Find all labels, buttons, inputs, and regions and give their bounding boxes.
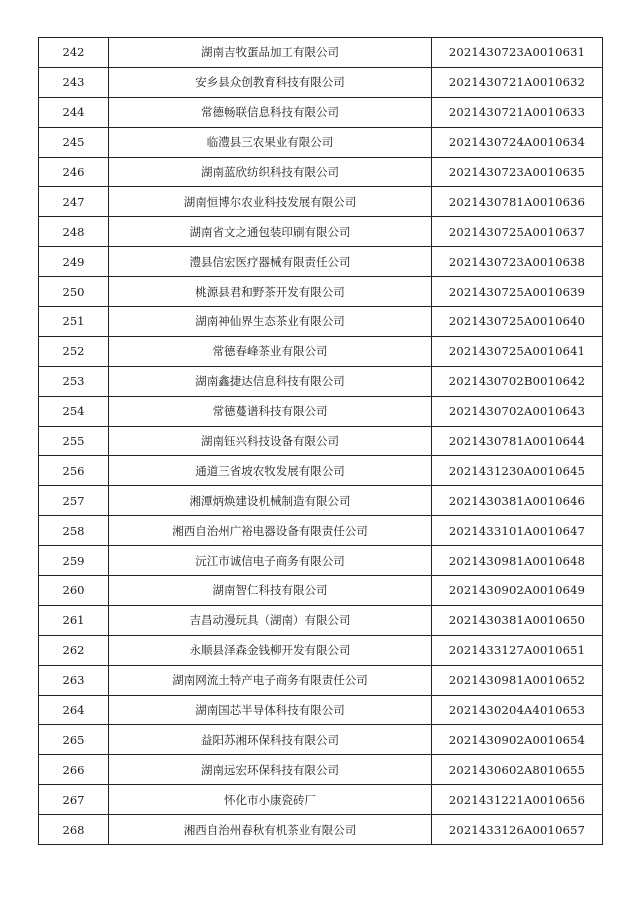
registration-code-cell: 2021430702B0010642 — [432, 366, 603, 396]
company-name-cell: 益阳苏湘环保科技有限公司 — [109, 725, 432, 755]
row-number-cell: 251 — [39, 307, 109, 337]
company-name-cell: 临澧县三农果业有限公司 — [109, 127, 432, 157]
company-name-cell: 澧县信宏医疗器械有限责任公司 — [109, 247, 432, 277]
table-row — [39, 516, 603, 546]
table-row — [39, 217, 603, 247]
registration-code-cell: 2021430721A0010632 — [432, 67, 603, 97]
company-name-cell: 永顺县泽森金钱柳开发有限公司 — [109, 635, 432, 665]
registration-code-cell: 2021430902A0010654 — [432, 725, 603, 755]
registration-code-cell: 2021430702A0010643 — [432, 396, 603, 426]
company-name-cell: 怀化市小康瓷砖厂 — [109, 785, 432, 815]
company-name-cell: 吉昌动漫玩具（湖南）有限公司 — [109, 605, 432, 635]
company-name-cell: 桃源县君和野茶开发有限公司 — [109, 277, 432, 307]
table-row — [39, 486, 603, 516]
registration-code-cell: 2021430781A0010636 — [432, 187, 603, 217]
row-number-cell: 254 — [39, 396, 109, 426]
row-number-cell: 257 — [39, 486, 109, 516]
company-name-cell: 湖南恒博尔农业科技发展有限公司 — [109, 187, 432, 217]
company-name-cell: 常德畅联信息科技有限公司 — [109, 97, 432, 127]
company-name-cell: 湘西自治州广裕电器设备有限责任公司 — [109, 516, 432, 546]
table-row — [39, 546, 603, 576]
registration-code-cell: 2021433127A0010651 — [432, 635, 603, 665]
registration-code-cell: 2021430721A0010633 — [432, 97, 603, 127]
company-name-cell: 常德春峰茶业有限公司 — [109, 336, 432, 366]
registration-code-cell: 2021430723A0010635 — [432, 157, 603, 187]
registration-code-cell: 2021430781A0010644 — [432, 426, 603, 456]
registration-code-cell: 2021430981A0010652 — [432, 665, 603, 695]
row-number-cell: 262 — [39, 635, 109, 665]
registration-code-cell: 2021430724A0010634 — [432, 127, 603, 157]
table-row — [39, 97, 603, 127]
table-row — [39, 605, 603, 635]
company-name-cell: 湖南省文之通包装印刷有限公司 — [109, 217, 432, 247]
row-number-cell: 244 — [39, 97, 109, 127]
registration-code-cell: 2021430723A0010631 — [432, 38, 603, 68]
table-row — [39, 576, 603, 606]
company-name-cell: 湘潭炳焕建设机械制造有限公司 — [109, 486, 432, 516]
table-row — [39, 366, 603, 396]
row-number-cell: 250 — [39, 277, 109, 307]
table-row — [39, 157, 603, 187]
table-row — [39, 307, 603, 337]
table-row — [39, 456, 603, 486]
company-name-cell: 湖南智仁科技有限公司 — [109, 576, 432, 606]
row-number-cell: 255 — [39, 426, 109, 456]
table-row — [39, 67, 603, 97]
registration-code-cell: 2021430902A0010649 — [432, 576, 603, 606]
table-row — [39, 725, 603, 755]
registration-code-cell: 2021430725A0010641 — [432, 336, 603, 366]
row-number-cell: 249 — [39, 247, 109, 277]
company-name-cell: 湖南网流土特产电子商务有限责任公司 — [109, 665, 432, 695]
row-number-cell: 243 — [39, 67, 109, 97]
row-number-cell: 263 — [39, 665, 109, 695]
company-name-cell: 通道三省坡农牧发展有限公司 — [109, 456, 432, 486]
registration-table — [38, 37, 603, 845]
row-number-cell: 252 — [39, 336, 109, 366]
row-number-cell: 268 — [39, 815, 109, 845]
company-name-cell: 湖南远宏环保科技有限公司 — [109, 755, 432, 785]
table-row — [39, 755, 603, 785]
row-number-cell: 261 — [39, 605, 109, 635]
registration-code-cell: 2021430602A8010655 — [432, 755, 603, 785]
company-name-cell: 常德蔓谱科技有限公司 — [109, 396, 432, 426]
registration-code-cell: 2021433126A0010657 — [432, 815, 603, 845]
table-row — [39, 187, 603, 217]
registration-table-body — [39, 38, 603, 845]
row-number-cell: 245 — [39, 127, 109, 157]
company-name-cell: 湖南鑫捷达信息科技有限公司 — [109, 366, 432, 396]
registration-code-cell: 2021430381A0010650 — [432, 605, 603, 635]
row-number-cell: 253 — [39, 366, 109, 396]
company-name-cell: 湖南吉牧蛋品加工有限公司 — [109, 38, 432, 68]
row-number-cell: 258 — [39, 516, 109, 546]
table-row — [39, 277, 603, 307]
company-name-cell: 湖南钰兴科技设备有限公司 — [109, 426, 432, 456]
table-row — [39, 635, 603, 665]
registration-code-cell: 2021430204A4010653 — [432, 695, 603, 725]
company-name-cell: 湖南国芯半导体科技有限公司 — [109, 695, 432, 725]
table-row — [39, 127, 603, 157]
row-number-cell: 247 — [39, 187, 109, 217]
registration-code-cell: 2021431230A0010645 — [432, 456, 603, 486]
table-row — [39, 665, 603, 695]
registration-code-cell: 2021430725A0010637 — [432, 217, 603, 247]
table-row — [39, 426, 603, 456]
registration-code-cell: 2021430381A0010646 — [432, 486, 603, 516]
table-row — [39, 815, 603, 845]
row-number-cell: 260 — [39, 576, 109, 606]
row-number-cell: 264 — [39, 695, 109, 725]
company-name-cell: 安乡县众创教育科技有限公司 — [109, 67, 432, 97]
table-row — [39, 247, 603, 277]
registration-code-cell: 2021433101A0010647 — [432, 516, 603, 546]
registration-code-cell: 2021430981A0010648 — [432, 546, 603, 576]
table-row — [39, 785, 603, 815]
row-number-cell: 266 — [39, 755, 109, 785]
table-row — [39, 396, 603, 426]
table-row — [39, 336, 603, 366]
company-name-cell: 沅江市诚信电子商务有限公司 — [109, 546, 432, 576]
company-name-cell: 湖南神仙界生态茶业有限公司 — [109, 307, 432, 337]
row-number-cell: 242 — [39, 38, 109, 68]
registration-code-cell: 2021431221A0010656 — [432, 785, 603, 815]
registration-code-cell: 2021430723A0010638 — [432, 247, 603, 277]
row-number-cell: 265 — [39, 725, 109, 755]
company-name-cell: 湖南蓝欣纺织科技有限公司 — [109, 157, 432, 187]
row-number-cell: 267 — [39, 785, 109, 815]
registration-code-cell: 2021430725A0010640 — [432, 307, 603, 337]
table-row — [39, 38, 603, 68]
table-row — [39, 695, 603, 725]
row-number-cell: 248 — [39, 217, 109, 247]
registration-code-cell: 2021430725A0010639 — [432, 277, 603, 307]
company-name-cell: 湘西自治州春秋有机茶业有限公司 — [109, 815, 432, 845]
row-number-cell: 246 — [39, 157, 109, 187]
row-number-cell: 259 — [39, 546, 109, 576]
row-number-cell: 256 — [39, 456, 109, 486]
